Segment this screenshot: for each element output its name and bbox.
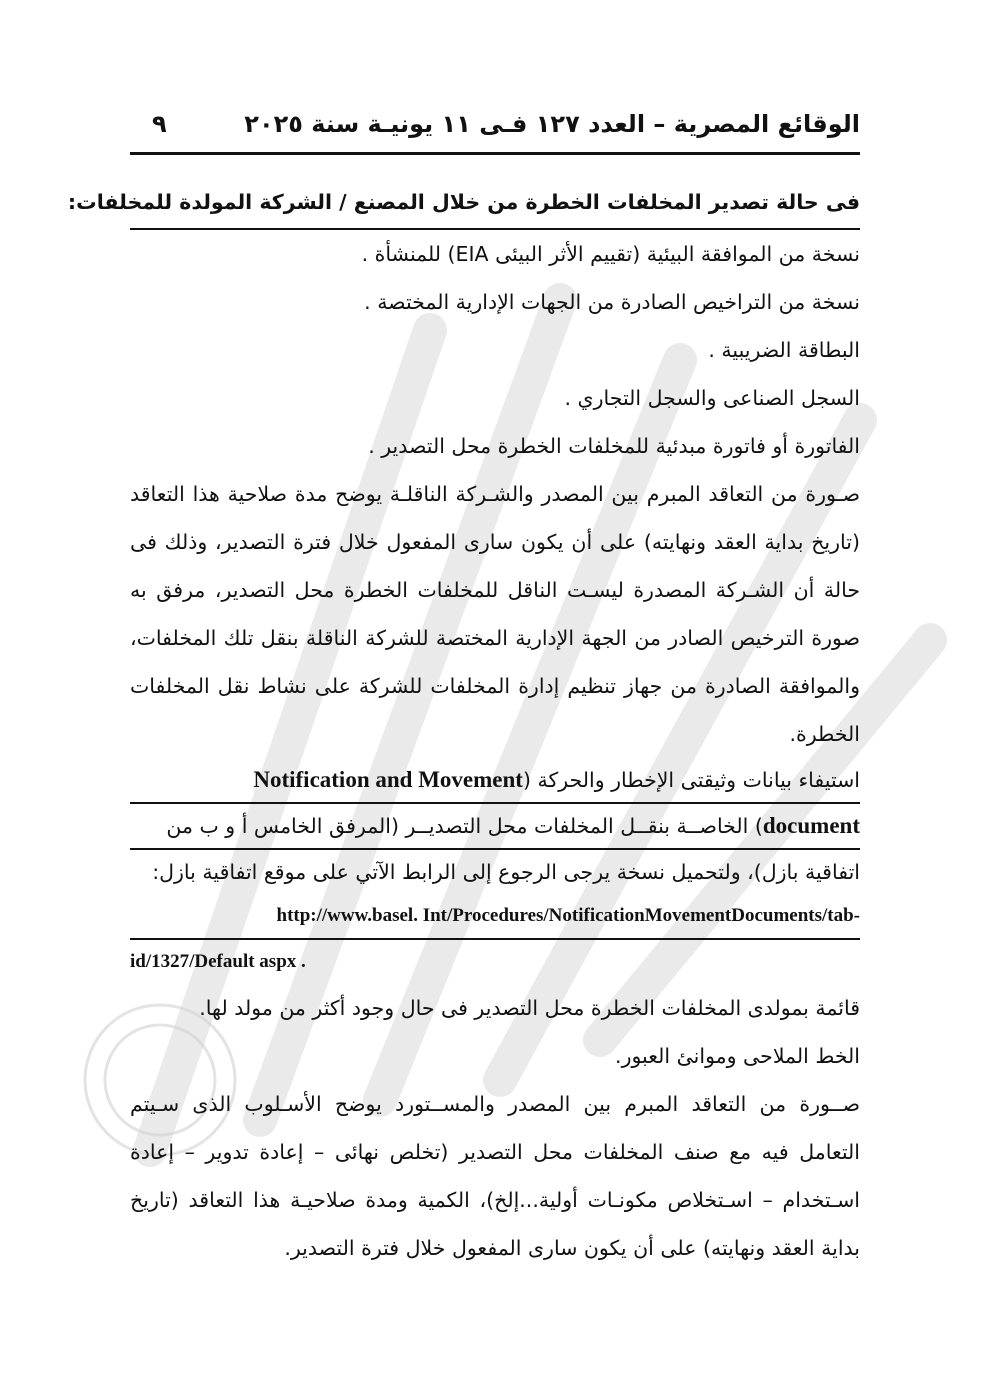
section-heading: فى حالة تصدير المخلفات الخطرة من خلال المصنع / الشركة المولدة للمخلفات: [130,178,860,230]
contract-paragraph: صـورة من التعاقد المبرم بين المصدر والشـركة الناقلـة يوضح مدة صلاحية هذا التعاقد (تاريخ بداية العقد ونهايته) على أن يكون سارى المفعول خلال فترة التصدير، وذلك فى حالة أن الشـركة المصدرة ليسـت الناقل للمخلفات الخطرة محل التصدير، مرفق به صورة الترخيص الصادر من الجهة الإدارية المختصة للشركة الناقلة بنقل تلك المخلفات، والموافقة الصادرة من جهاز تنظيم إدارة المخلفات للشركة على نشاط نقل المخلفات الخطرة. [130,482,860,746]
list-item: نسخة من التراخيص الصادرة من الجهات الإدارية المختصة . [364,290,860,314]
page-header [130,108,860,155]
list-item: الفاتورة أو فاتورة مبدئية للمخلفات الخطرة محل التصدير . [368,434,860,458]
basel-line-1 [130,758,860,804]
list-item: البطاقة الضريبية . [708,338,860,362]
list-item: قائمة بمولدى المخلفات الخطرة محل التصدير فى حال وجود أكثر من مولد لها. [199,996,860,1020]
list-item: الخط الملاحى وموانئ العبور. [615,1044,860,1068]
basel-line-3: اتفاقية بازل)، ولتحميل نسخة يرجى الرجوع إلى الرابط الآتي على موقع اتفاقية بازل: [152,860,860,884]
basel-line-2 [130,804,860,850]
basel-line-1-arabic: استيفاء بيانات وثيقتى الإخطار والحركة ( [522,768,860,792]
basel-line-2-arabic: ) الخاصــة بنقــل المخلفات محل التصديــر (المرفق الخامس أ و ب من [166,814,763,838]
header-title: الوقائع المصرية – العدد ١٢٧ فـى ١١ يونيـة سنة ٢٠٢٥ [244,110,860,138]
basel-url-part-2: id/1327/Default aspx . [130,951,306,972]
list-item: السجل الصناعى والسجل التجاري . [564,386,860,410]
basel-line-1-english: Notification and Movement [253,767,523,792]
import-contract-paragraph: صــورة من التعاقد المبرم بين المصدر والمســتورد يوضح الأسـلوب الذى سـيتم التعامل فيه مع صنف المخلفات محل التصدير (تخلص نهائى – إعادة تدوير – إعادة اسـتخدام – اسـتخلاص مكونـات أولية...إلخ)، الكمية ومدة صلاحيـة هذا التعاقد (تاريخ بداية العقد ونهايته) على أن يكون سارى المفعول خلال فترة التصدير. [130,1092,860,1260]
page-number: ٩ [152,110,167,138]
document-body [67,178,860,1272]
basel-line-2-english: document [762,813,860,838]
basel-url-part-1: http://www.basel. Int/Procedures/NotificationMovementDocuments/tab- [130,894,860,940]
list-item: نسخة من الموافقة البيئية (تقييم الأثر البيئى EIA) للمنشأة . [361,242,860,266]
